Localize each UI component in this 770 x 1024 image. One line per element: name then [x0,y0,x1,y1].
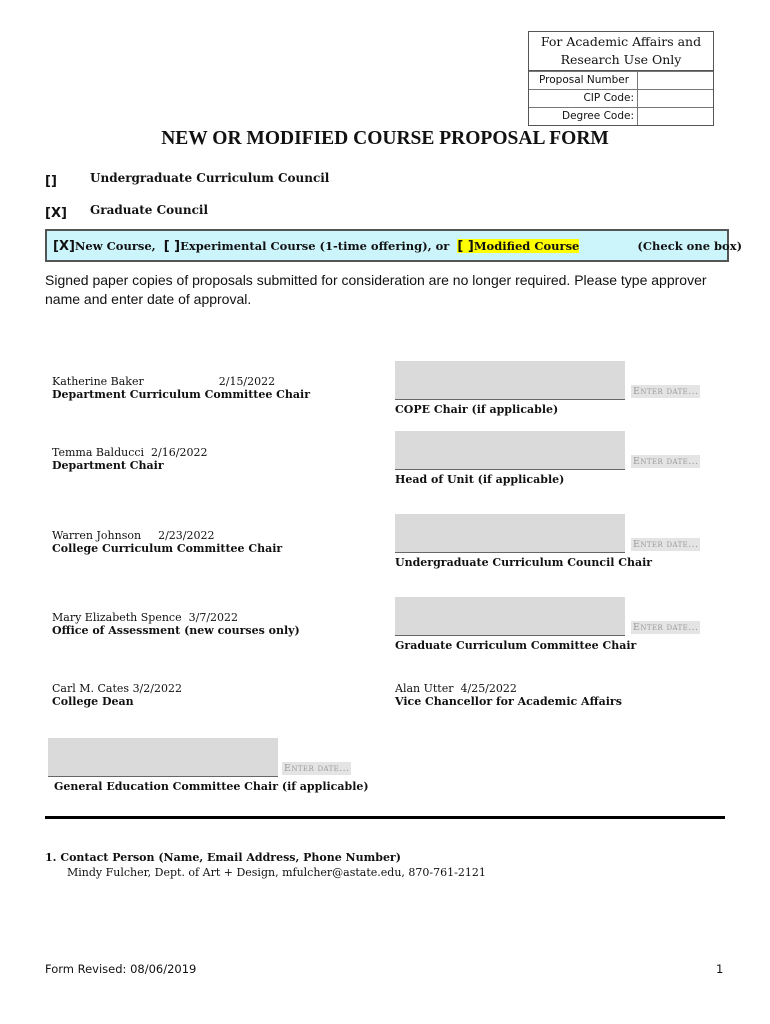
approver-role: College Dean [52,695,134,708]
signature-name-field[interactable] [395,431,625,470]
approver-role: COPE Chair (if applicable) [395,403,559,416]
section-divider [45,816,725,819]
approval-date[interactable]: 3/2/2022 [132,682,182,695]
date-picker[interactable]: Enter date... [633,386,699,397]
sig-general-education-chair [48,738,369,793]
degree-code-field[interactable] [638,108,713,125]
approval-date[interactable]: 4/25/2022 [460,682,517,695]
signature-name-field[interactable] [395,514,625,553]
sig-vice-chancellor [395,682,622,708]
date-picker[interactable]: Enter date... [633,539,699,550]
approver-role: Department Curriculum Committee Chair [52,388,311,401]
cip-code-label: CIP Code: [529,90,638,107]
sig-graduate-committee-chair [395,597,700,652]
approval-date[interactable]: 2/16/2022 [151,446,208,459]
approval-date[interactable]: 3/7/2022 [188,611,239,624]
contact-person-question: 1. Contact Person (Name, Email Address, Phone Number) [45,851,401,864]
sig-college-dean [52,682,182,708]
modified-course-label: Modified Course [473,239,580,253]
sig-head-of-unit [395,431,700,486]
degree-code-label: Degree Code: [529,108,638,125]
experimental-course-checkbox[interactable]: [ ] [163,239,181,254]
approver-role: General Education Committee Chair (if applicable) [54,780,369,793]
cip-code-row [529,89,713,107]
check-one-instruction: (Check one box) [637,239,743,253]
approval-date[interactable]: 2/15/2022 [218,375,276,388]
form-revised-date: Form Revised: 08/06/2019 [45,962,197,976]
approver-name[interactable]: Katherine Baker [52,375,144,388]
council-graduate-label: Graduate Council [90,203,209,217]
sig-college-curriculum-chair [52,529,282,555]
approver-role: Office of Assessment (new courses only) [52,624,300,637]
proposal-number-label: Proposal Number [529,72,638,89]
experimental-course-label: Experimental Course (1-time offering), or [180,239,450,253]
approver-role: Graduate Curriculum Committee Chair [395,639,637,652]
sig-office-of-assessment [52,611,300,637]
date-picker[interactable]: Enter date... [633,622,699,633]
page-number: 1 [716,962,724,976]
date-picker[interactable]: Enter date... [633,456,699,467]
council-undergraduate-label: Undergraduate Curriculum Council [90,171,330,185]
sig-dept-curriculum-chair [52,375,310,401]
date-picker[interactable]: Enter date... [284,763,350,774]
modified-course-checkbox[interactable]: [ ] [457,239,474,254]
council-undergraduate-checkbox[interactable]: [] [45,174,57,189]
submission-notice: Signed paper copies of proposals submitted for consideration are no longer required. Please type approver name and enter date of approval. [45,272,707,307]
office-use-box [528,31,714,126]
contact-person-answer[interactable]: Mindy Fulcher, Dept. of Art + Design, mfulcher@astate.edu, 870-761-2121 [67,866,486,879]
sig-dept-chair [52,446,207,472]
approver-name[interactable]: Alan Utter [395,682,454,695]
council-undergraduate[interactable] [45,170,57,189]
office-use-heading: For Academic Affairs and Research Use Only [529,32,713,71]
course-type-box [45,229,743,262]
approver-name[interactable]: Warren Johnson [52,529,142,542]
approver-name[interactable]: Mary Elizabeth Spence [52,611,182,624]
approver-role: College Curriculum Committee Chair [52,542,283,555]
approver-role: Head of Unit (if applicable) [395,473,565,486]
council-graduate-checkbox[interactable]: [X] [45,206,67,221]
sig-undergraduate-council-chair [395,514,700,569]
cip-code-field[interactable] [638,90,713,107]
sig-cope-chair [395,361,700,416]
proposal-number-row [529,71,713,89]
approver-role: Department Chair [52,459,164,472]
approver-role: Undergraduate Curriculum Council Chair [395,556,653,569]
approver-role: Vice Chancellor for Academic Affairs [395,695,622,708]
proposal-number-field[interactable] [638,72,713,89]
signature-name-field[interactable] [395,597,625,636]
page-title: NEW OR MODIFIED COURSE PROPOSAL FORM [161,128,609,149]
council-graduate[interactable] [45,202,67,221]
approver-name[interactable]: Carl M. Cates [52,682,130,695]
signature-name-field[interactable] [48,738,278,777]
approval-date[interactable]: 2/23/2022 [158,529,215,542]
approver-name[interactable]: Temma Balducci [52,446,145,459]
new-course-label: New Course, [74,239,156,253]
degree-code-row [529,107,713,125]
signature-name-field[interactable] [395,361,625,400]
new-course-checkbox[interactable]: [X] [53,239,75,254]
